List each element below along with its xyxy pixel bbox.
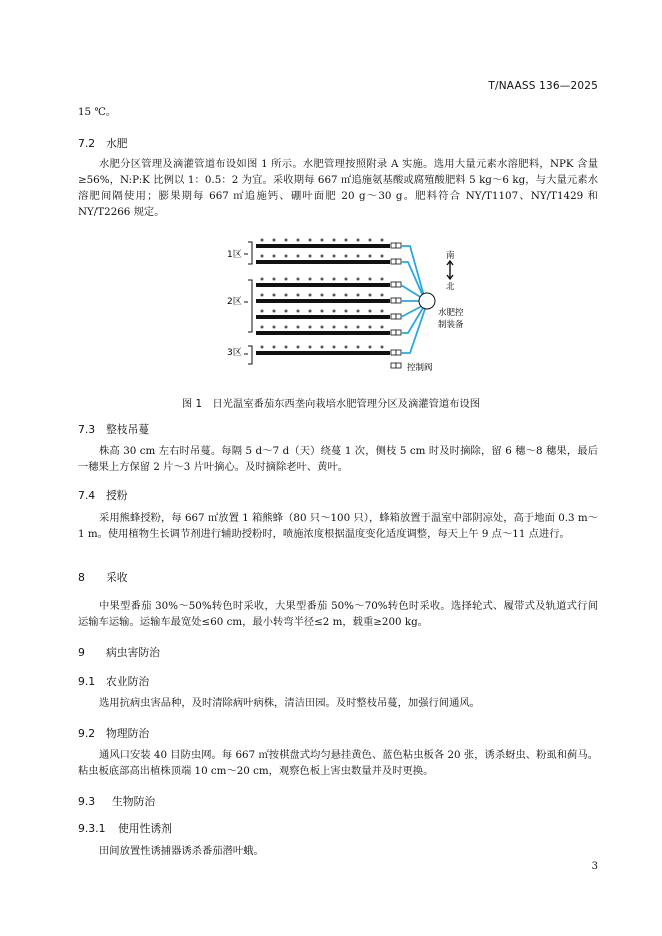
section-9-2-heading [78, 726, 149, 741]
section-9-heading [78, 645, 160, 660]
section-9-2-text: 通风口安装 40 目防虫网。每 667 ㎡按棋盘式均匀悬挂黄色、蓝色粘虫板各 20 张，诱杀蚜虫、粉虱和蓟马。粘虫板底部高出植株顶端 10 cm～20 cm，观察色板上害虫数量并及时更换。 [78, 749, 598, 777]
section-number: 9.1 [78, 675, 96, 688]
section-title: 生物防治 [112, 795, 156, 808]
section-7-3-heading [78, 422, 149, 437]
section-title: 水肥 [106, 137, 128, 150]
section-number: 8 [78, 571, 85, 584]
section-7-4-heading [78, 488, 128, 503]
zone-1-label: 1区 [227, 250, 242, 260]
section-7-3-text: 株高 30 cm 左右时吊蔓。每隔 5 d～7 d（天）绕蔓 1 次，侧枝 5 cm 时及时摘除，留 6 穗～8 穗果，最后一穗果上方保留 2 片～3 片叶摘心。及时摘除老叶、黄叶。 [78, 445, 598, 473]
section-number: 7.4 [78, 489, 96, 502]
section-title: 整枝吊蔓 [106, 423, 150, 436]
figure-caption: 图 1 日光温室番茄东西垄向栽培水肥管理分区及滴灌管道布设图 [181, 398, 481, 410]
section-title: 使用性诱剂 [118, 822, 172, 835]
doc-id-header: T/NAASS 136—2025 [488, 80, 598, 92]
section-number: 9.3.1 [78, 822, 106, 835]
zone-3-label: 3区 [227, 348, 242, 358]
section-title: 农业防治 [106, 675, 150, 688]
section-number: 7.2 [78, 137, 96, 150]
south-label: 南 [446, 251, 455, 261]
planting-rows [256, 244, 390, 355]
north-label: 北 [446, 282, 455, 292]
section-9-1-heading [78, 674, 149, 689]
section-number: 9 [78, 646, 85, 659]
section-number: 9.2 [78, 727, 96, 740]
section-7-2-text: 水肥分区管理及滴灌管道布设如图 1 所示。水肥管理按照附录 A 实施。选用大量元素水溶肥料，NPK 含量≥56%，N:P:K 比例以 1：0.5：2 为宜。采收期每 667 ㎡追施氨基酸或腐殖酸肥料 5 kg～6 kg，与大量元素水溶肥间隔使用；膨果期每 667 ㎡追施钙、硼叶面肥 20 g～30 g。肥料符合 NY/T1107、NY/T1429 和 NY/T2266 规定。 [78, 158, 598, 218]
section-8-text: 中果型番茄 30%～50%转色时采收，大果型番茄 50%～70%转色时采收。选择轮式、履带式及轨道式行间运输车运输。运输车最宽处≤60 cm，最小转弯半径≤2 m，载重≥200 kg。 [78, 600, 598, 628]
section-9-3-heading [78, 794, 155, 809]
section-title: 病虫害防治 [106, 646, 160, 659]
continuation-text: 15 ℃。 [78, 106, 117, 118]
valve-legend-label: 控制阀 [407, 363, 433, 372]
zone-2-label: 2区 [227, 297, 242, 307]
section-9-3-1-heading [78, 821, 172, 836]
section-9-1-text: 选用抗病虫害品种，及时清除病叶病株，清洁田园。及时整枝吊蔓，加强行间通风。 [99, 697, 480, 709]
section-number: 7.3 [78, 423, 96, 436]
section-title: 授粉 [106, 489, 128, 502]
valve-legend-icon [391, 363, 396, 368]
section-7-2-heading [78, 136, 128, 151]
section-number: 9.3 [78, 795, 96, 808]
section-7-4-text: 采用熊蜂授粉，每 667 ㎡放置 1 箱熊蜂（80 只～100 只），蜂箱放置于温室中部阴凉处，高于地面 0.3 m～1 m。使用植物生长调节剂进行辅助授粉时，喷施浓度根据温度变化适度调整，每天上午 9 点～11 点进行。 [78, 512, 598, 540]
zone-brackets [244, 242, 252, 364]
fertigation-zoning-diagram [200, 230, 470, 372]
section-9-3-1-text: 田间放置性诱捕器诱杀番茄潜叶蛾。 [99, 845, 264, 857]
section-title: 采收 [106, 571, 128, 584]
device-label-line1: 水肥控 [438, 308, 464, 318]
section-title: 物理防治 [106, 727, 150, 740]
page-number: 3 [591, 861, 598, 872]
fertigation-device-icon [419, 293, 435, 309]
valve-icons [391, 243, 401, 355]
direction-arrow-icon [447, 261, 453, 279]
section-8-heading [78, 570, 128, 585]
device-label-line2: 制装备 [438, 320, 464, 330]
